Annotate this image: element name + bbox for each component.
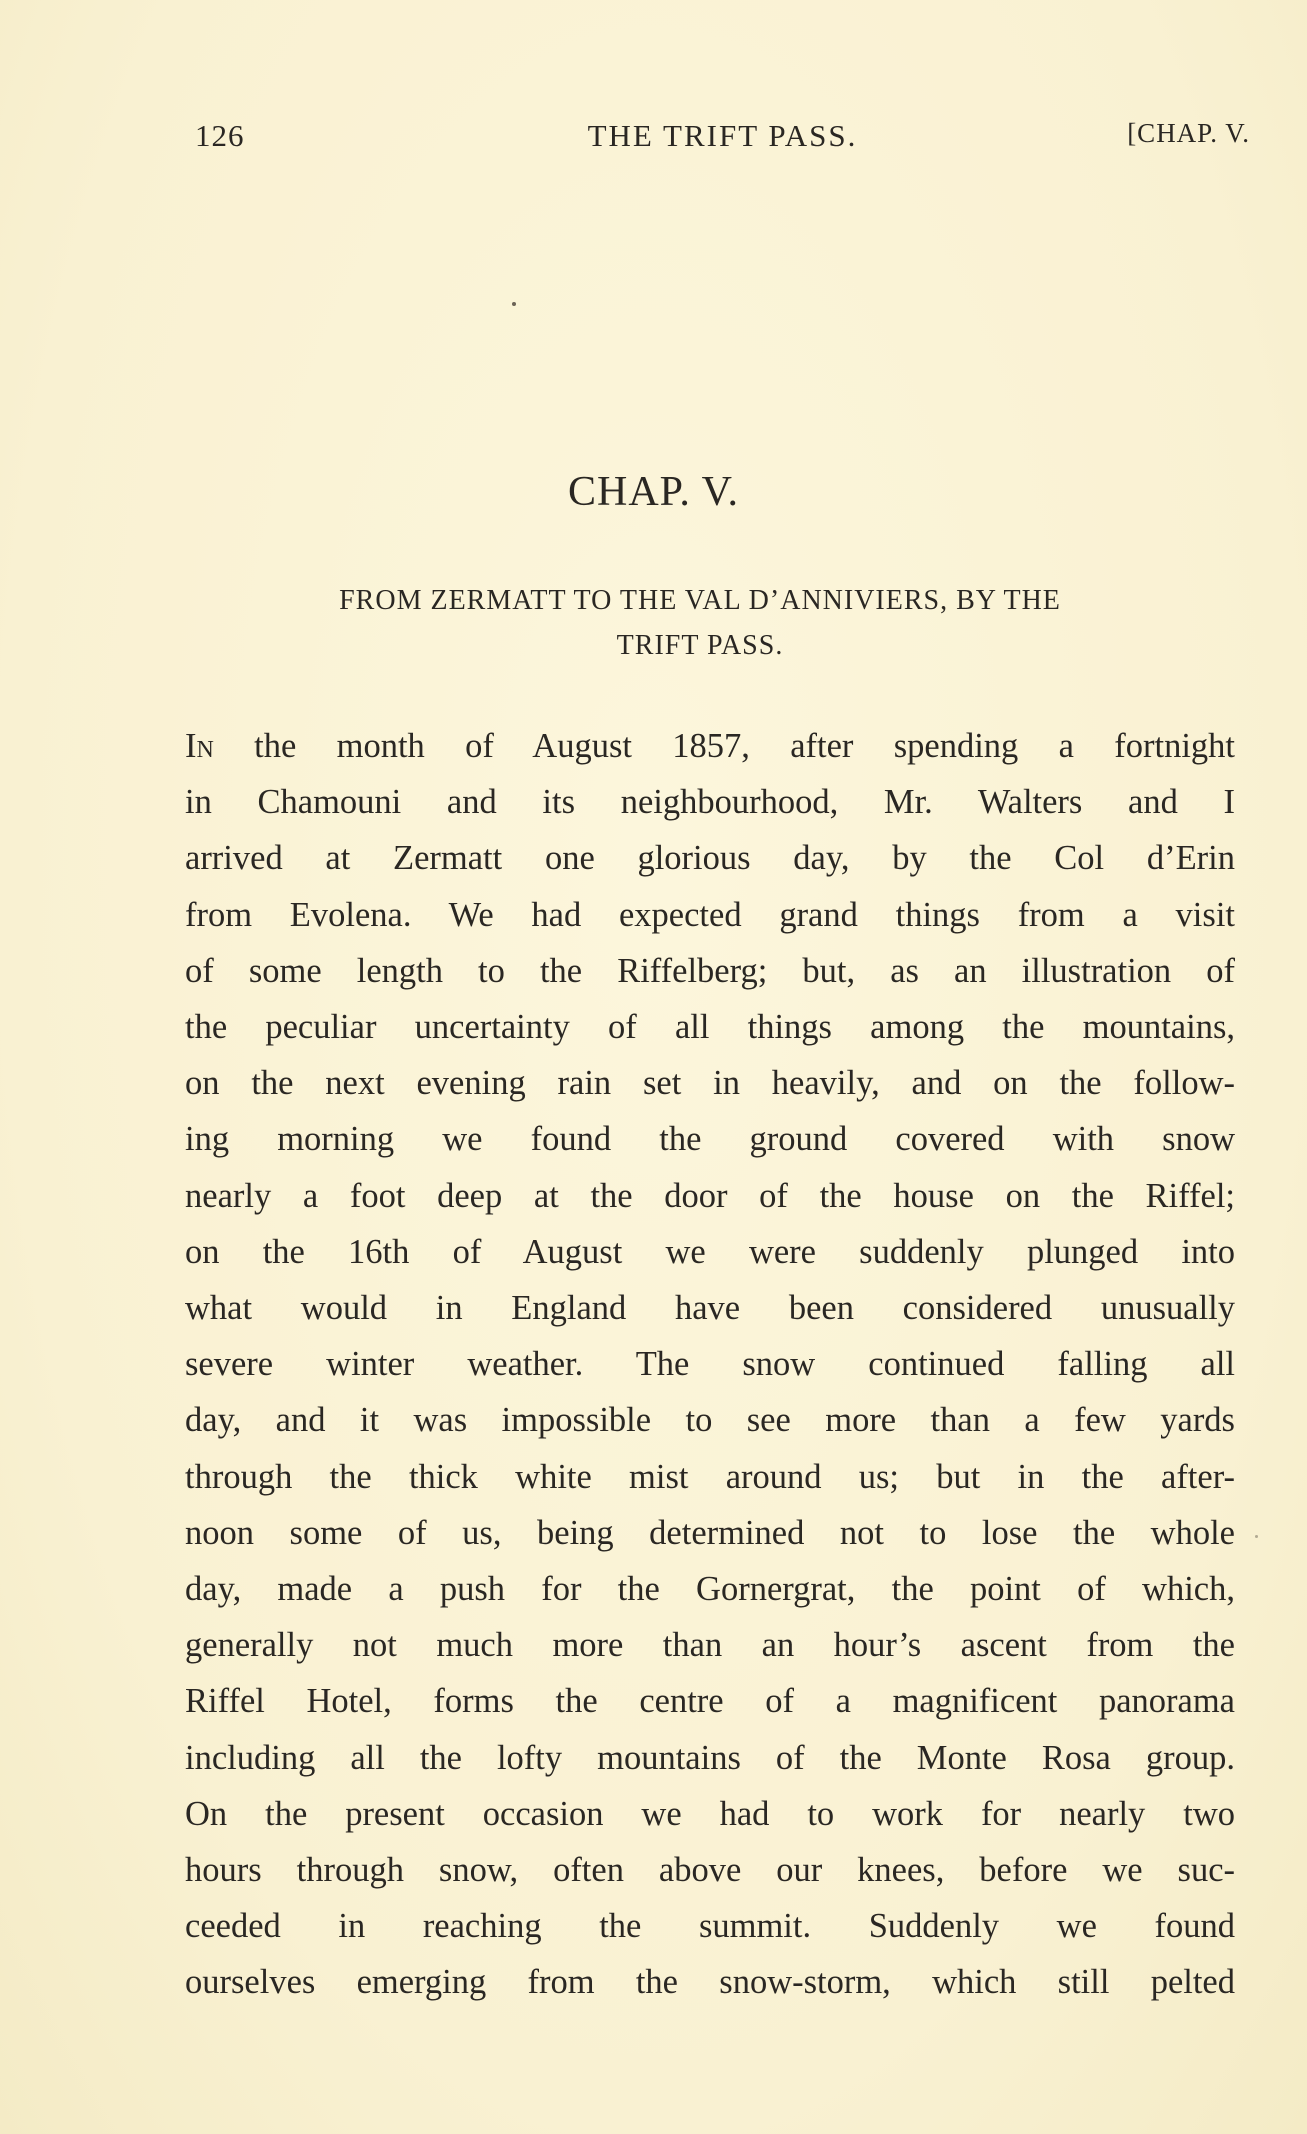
paper-speck (1255, 1535, 1258, 1538)
text-line-22: ceeded in reaching the summit. Suddenly we found (185, 1907, 1235, 1946)
text-line-10: on the 16th of August we were suddenly plunged into (185, 1232, 1235, 1271)
text-line-20: On the present occasion we had to work for nearly two (185, 1794, 1235, 1833)
running-head (195, 118, 1250, 162)
paper-speck (512, 302, 516, 306)
text-line-3: arrived at Zermatt one glorious day, by the Col d’Erin (185, 839, 1235, 878)
text-line-14: through the thick white mist around us; but in the after- (185, 1457, 1235, 1496)
text-line-5: of some length to the Riffelberg; but, as an illustration of (185, 951, 1235, 990)
text-line-4: from Evolena. We had expected grand things from a visit (185, 895, 1235, 934)
running-title: THE TRIFT PASS. (587, 118, 858, 153)
text-line-1-rest: the month of August 1857, after spending a fortnight (213, 727, 1235, 765)
text-line-16: day, made a push for the Gornergrat, the point of which, (185, 1570, 1235, 1609)
page-number: 126 (195, 118, 245, 153)
text-line-13: day, and it was impossible to see more than a few yards (185, 1401, 1235, 1440)
chapter-heading: CHAP. V. (567, 469, 740, 515)
text-line-18: Riffel Hotel, forms the centre of a magnificent panorama (185, 1682, 1235, 1721)
text-line-15: noon some of us, being determined not to lose the whole (185, 1513, 1235, 1552)
text-line-23: ourselves emerging from the snow-storm, which still pelted (185, 1963, 1235, 2002)
text-line-8: ing morning we found the ground covered with snow (185, 1120, 1235, 1159)
body-paragraph (185, 718, 1235, 2011)
chapter-subtitle-line-1: FROM ZERMATT TO THE VAL D’ANNIVIERS, BY THE (339, 585, 1061, 616)
text-line-21: hours through snow, often above our knees, before we suc- (185, 1851, 1235, 1890)
text-line-17: generally not much more than an hour’s ascent from the (185, 1626, 1235, 1665)
lead-word: In (185, 727, 214, 765)
text-line-19: including all the lofty mountains of the Monte Rosa group. (185, 1738, 1235, 1777)
text-line-9: nearly a foot deep at the door of the house on the Riffel; (185, 1176, 1235, 1215)
text-line-6: the peculiar uncertainty of all things among the mountains, (185, 1008, 1235, 1047)
text-line-12: severe winter weather. The snow continued falling all (185, 1345, 1235, 1384)
chapter-reference: [CHAP. V. (1127, 118, 1250, 148)
text-line-7: on the next evening rain set in heavily, and on the follow- (185, 1064, 1235, 1103)
text-line-2: in Chamouni and its neighbourhood, Mr. Walters and I (185, 783, 1235, 822)
text-line-1 (185, 718, 1235, 774)
chapter-subtitle-line-2: TRIFT PASS. (616, 630, 784, 661)
chapter-subtitle (200, 578, 1200, 668)
text-line-11: what would in England have been considered unusually (185, 1289, 1235, 1328)
